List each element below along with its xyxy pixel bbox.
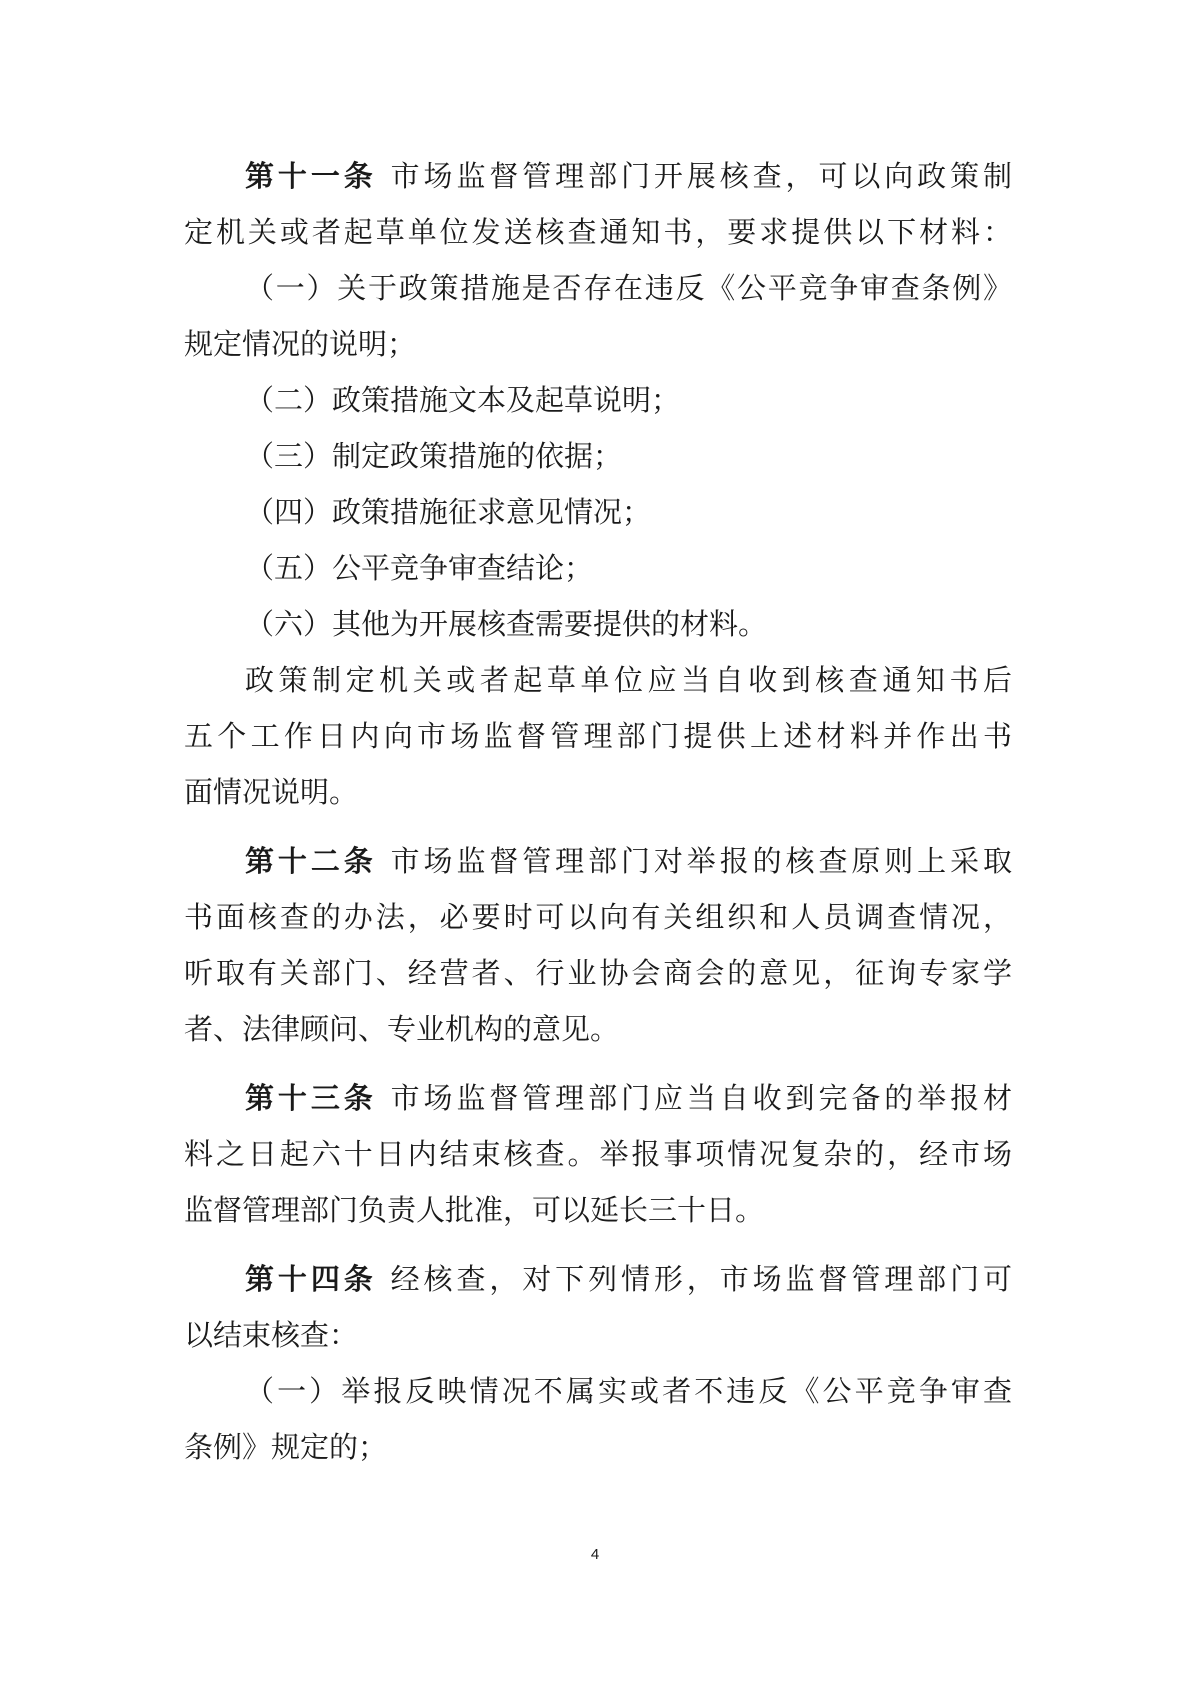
- article-11-closing-line-1: 政策制定机关或者起草单位应当自收到核查通知书后: [245, 663, 1012, 697]
- article-11-item-3: （三）制定政策措施的依据；: [245, 439, 623, 473]
- article-11-text: 市场监督管理部门开展核查，可以向政策制: [390, 159, 1012, 193]
- article-14-text: 经核查，对下列情形，市场监督管理部门可: [390, 1262, 1012, 1296]
- article-13-text: 市场监督管理部门应当自收到完备的举报材: [390, 1081, 1012, 1115]
- article-11-item-2: （二）政策措施文本及起草说明；: [245, 383, 681, 417]
- article-11-item-1-line-2: 规定情况的说明；: [184, 327, 417, 361]
- article-12-text: 市场监督管理部门对举报的核查原则上采取: [390, 844, 1012, 878]
- article-11-item-6: （六）其他为开展核查需要提供的材料。: [245, 607, 768, 641]
- article-11-item-4: （四）政策措施征求意见情况；: [245, 495, 652, 529]
- article-12-heading: 第十二条: [245, 844, 377, 878]
- article-12-line-4: 者、法律顾问、专业机构的意见。: [184, 1012, 620, 1046]
- article-14-item-1-line-1: （一）举报反映情况不属实或者不违反《公平竞争审查: [245, 1374, 1012, 1408]
- article-13-line-3: 监督管理部门负责人批准，可以延长三十日。: [184, 1193, 765, 1227]
- article-11-closing-line-2: 五个工作日内向市场监督管理部门提供上述材料并作出书: [184, 719, 1012, 753]
- article-11-closing-line-3: 面情况说明。: [184, 775, 359, 809]
- article-13-heading: 第十三条: [245, 1081, 377, 1115]
- article-12: [184, 833, 1012, 1057]
- article-12-line-3: 听取有关部门、经营者、行业协会商会的意见，征询专家学: [184, 956, 1012, 990]
- article-12-line-1: [184, 833, 1012, 889]
- article-11-heading: 第十一条: [245, 159, 377, 193]
- article-14: [184, 1251, 1012, 1475]
- article-11-item-1-line-1: （一）关于政策措施是否存在违反《公平竞争审查条例》: [245, 271, 1012, 305]
- article-14-item-1-line-2: 条例》规定的；: [184, 1430, 388, 1464]
- article-14-line-2: 以结束核查：: [184, 1318, 359, 1352]
- page-number: 4: [590, 1546, 600, 1563]
- paragraph-gap: [184, 1238, 1012, 1251]
- article-11-item-5: （五）公平竞争审查结论；: [245, 551, 594, 585]
- article-14-line-1: [184, 1251, 1012, 1307]
- article-12-line-2: 书面核查的办法，必要时可以向有关组织和人员调查情况，: [184, 900, 1012, 934]
- article-13: [184, 1070, 1012, 1238]
- article-13-line-2: 料之日起六十日内结束核查。举报事项情况复杂的，经市场: [184, 1137, 1012, 1171]
- article-11: [184, 148, 1012, 820]
- paragraph-gap: [184, 1057, 1012, 1070]
- article-11-line-2: 定机关或者起草单位发送核查通知书，要求提供以下材料：: [184, 215, 1012, 249]
- document-body: [184, 148, 1012, 1475]
- article-13-line-1: [184, 1070, 1012, 1126]
- paragraph-gap: [184, 820, 1012, 833]
- article-11-line-1: [184, 148, 1012, 204]
- article-14-heading: 第十四条: [245, 1262, 377, 1296]
